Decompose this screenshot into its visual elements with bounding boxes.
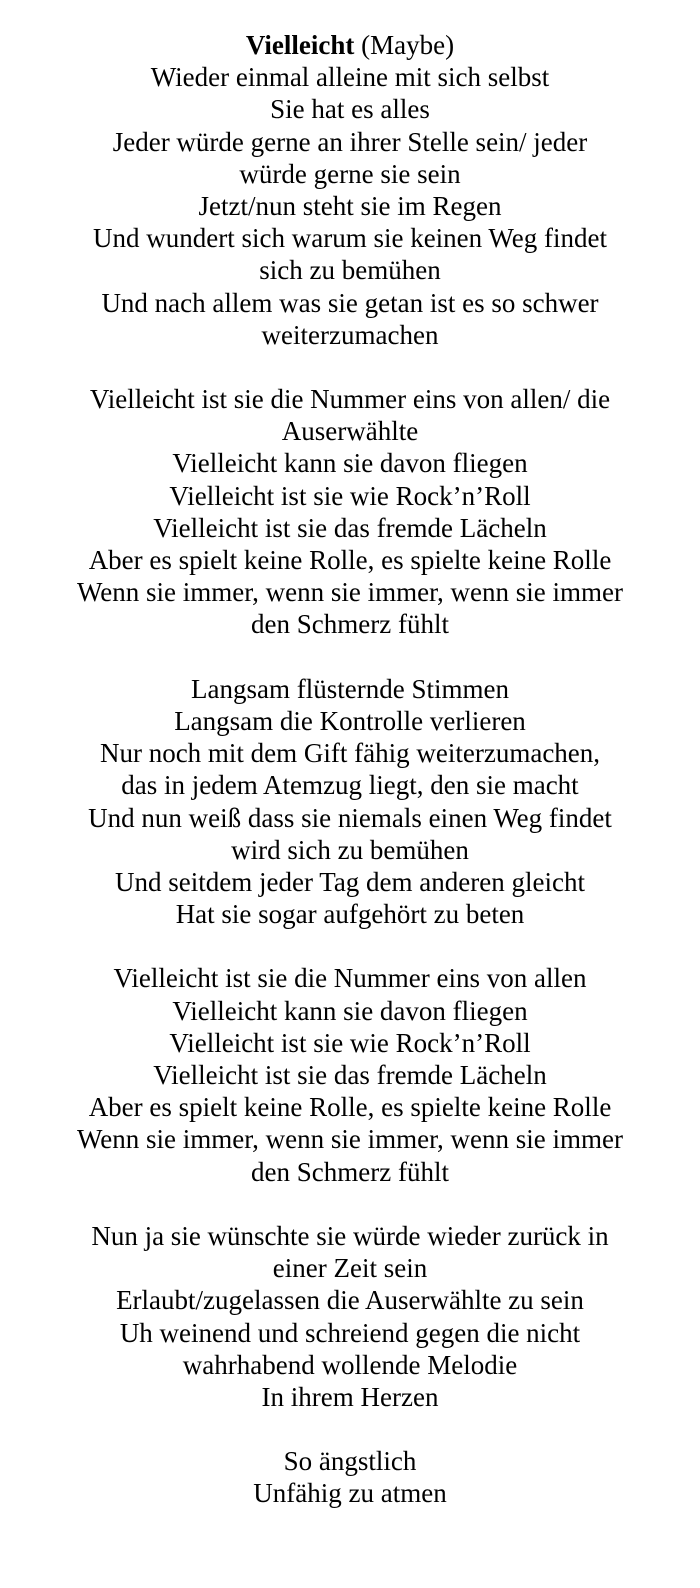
lyric-line: Wieder einmal alleine mit sich selbst [150,62,550,93]
lyric-line: Vielleicht kann sie davon fliegen [172,448,528,479]
lyric-line: Und seitdem jeder Tag dem anderen gleicht [115,866,585,897]
lyric-line: einer Zeit sein [272,1253,428,1284]
stanza-gap [0,641,700,673]
song-title [0,29,700,61]
lyric-line: Aber es spielt keine Rolle, es spielte keine Rolle [88,545,612,575]
lyric-line: Vielleicht ist sie das fremde Lächeln [153,1060,547,1090]
lyric-line: weiterzumachen [261,319,439,350]
lyric-line: Uh weinend und schreiend gegen die nicht [119,1317,581,1348]
song-title-translation: (Maybe) [354,30,455,60]
stanza [0,383,700,641]
lyric-line: Langsam flüsternde Stimmen [191,673,509,704]
lyric-line: Vielleicht ist sie wie Rock’n’Roll [169,480,531,511]
stanza [0,962,700,1187]
lyric-line: Hat sie sogar aufgehört zu beten [175,899,525,930]
lyric-line: das in jedem Atemzug liegt, den sie macht [121,770,579,801]
lyric-line: Langsam die Kontrolle verlieren [174,705,526,736]
lyric-line: Sie hat es alles [270,94,430,125]
lyric-line: Vielleicht ist sie das fremde Lächeln [153,512,547,543]
stanza-gap [0,930,700,962]
lyric-line: würde gerne sie sein [239,158,461,189]
lyric-line: Nur noch mit dem Gift fähig weiterzumachen, [99,738,601,769]
stanza [0,673,700,931]
lyric-line: Wenn sie immer, wenn sie immer, wenn sie immer [76,1124,624,1155]
lyric-line: Vielleicht ist sie wie Rock’n’Roll [169,1027,531,1058]
stanza-gap [0,1413,700,1445]
lyric-line: Nun ja sie wünschte sie würde wieder zurück in [91,1220,609,1251]
lyric-line: wird sich zu bemühen [231,834,469,865]
song-title-bold: Vielleicht [245,30,355,60]
stanza [0,1445,700,1509]
lyric-line: Vielleicht ist sie die Nummer eins von allen [113,963,587,994]
lyric-line: den Schmerz fühlt [251,1156,449,1187]
lyrics-body [0,61,700,1509]
lyric-line: Jetzt/nun steht sie im Regen [198,190,502,221]
lyric-line: Unfähig zu atmen [253,1478,447,1509]
lyric-line: Und wundert sich warum sie keinen Weg findet [93,223,607,254]
stanza [0,1220,700,1413]
lyric-line: Wenn sie immer, wenn sie immer, wenn sie immer [76,577,624,608]
lyric-line: Und nun weiß dass sie niemals einen Weg findet [88,802,612,833]
lyric-line: wahrhabend wollende Melodie [182,1349,518,1380]
lyric-line: So ängstlich [283,1446,417,1477]
lyric-line: Jeder würde gerne an ihrer Stelle sein/ jeder [112,126,588,157]
lyric-line: Und nach allem was sie getan ist es so schwer [101,287,599,318]
lyric-line: Aber es spielt keine Rolle, es spielte keine Rolle [88,1092,612,1123]
lyric-line: Erlaubt/zugelassen die Auserwählte zu sein [116,1285,584,1316]
stanza-gap [0,351,700,383]
lyric-line: Vielleicht kann sie davon fliegen [172,995,528,1026]
stanza-gap [0,1188,700,1220]
lyric-line: sich zu bemühen [259,255,441,286]
lyric-line: In ihrem Herzen [261,1381,439,1412]
lyric-line: Vielleicht ist sie die Nummer eins von allen/ die [89,384,611,415]
lyric-line: Auserwählte [281,416,419,447]
stanza [0,61,700,351]
lyric-line: den Schmerz fühlt [251,609,449,640]
